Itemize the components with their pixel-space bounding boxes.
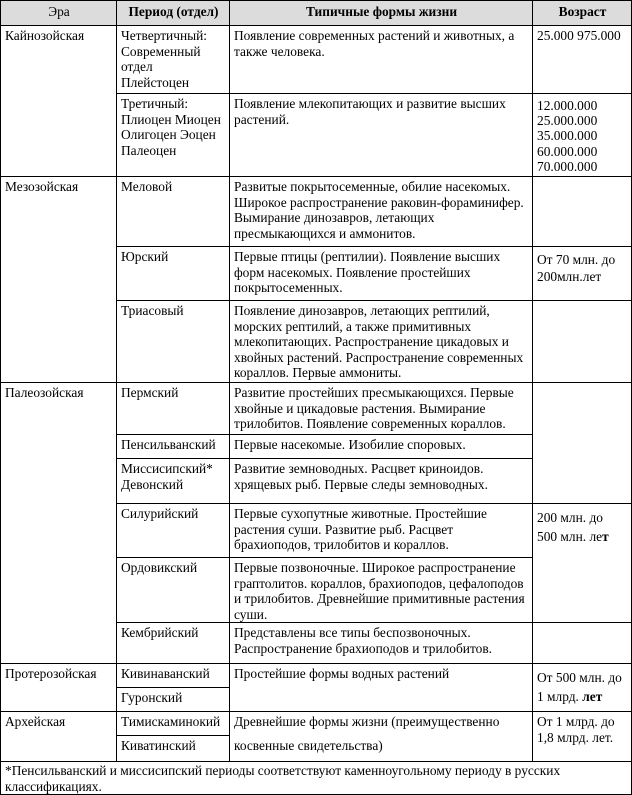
- age-permian-blank: [532, 382, 632, 504]
- period-pennsylvanian: Пенсильванский: [116, 434, 230, 459]
- forms-tertiary: Появление млекопитающих и развитие высших растений.: [229, 93, 533, 177]
- period-mississippian-devonian: Миссисипский* Девонский: [116, 458, 230, 504]
- header-era: Эра: [0, 0, 117, 26]
- age-proterozoic-bold: лет: [582, 689, 603, 704]
- footnote: *Пенсильванский и миссисипский периоды соответствуют каменноугольному периоду в русских классификациях.: [0, 761, 632, 795]
- period-jurassic: Юрский: [116, 246, 230, 301]
- age-silurian-line-2: [537, 527, 628, 546]
- age-jurassic: От 70 млн. до 200млн.лет: [532, 246, 632, 301]
- forms-quaternary: Появление современных растений и животных, а также человека.: [229, 25, 533, 94]
- era-cenozoic: Кайнозойская: [0, 25, 117, 177]
- header-age: Возраст: [532, 0, 632, 26]
- period-tertiary: Третичный: Плиоцен Миоцен Олигоцен Эоцен Палеоцен: [116, 93, 230, 177]
- header-period: Период (отдел): [116, 0, 230, 26]
- period-kivinavan: Кивинаванский: [116, 663, 230, 688]
- forms-archean-line-1: Древнейшие формы жизни (преимущественно: [234, 714, 500, 729]
- period-timiskaming: Тимискаминокий: [116, 711, 230, 736]
- era-archean: Архейская: [0, 711, 117, 762]
- forms-mississippian-devonian: Развитие земноводных. Расцвет криноидов. хрящевых рыб. Первые следы земноводных.: [229, 458, 533, 504]
- forms-archean-line-2: косвенные свидетельства): [234, 738, 383, 753]
- age-quaternary: 25.000 975.000: [532, 25, 632, 94]
- age-proterozoic: [532, 663, 632, 712]
- forms-cretaceous: Развитые покрытосеменные, обилие насекомых. Широкое распространение раковин-фораминифер. Вымирание динозавров, летающих пресмыкающихся и аммонитов.: [229, 176, 533, 247]
- period-huronian: Гуронский: [116, 687, 230, 712]
- forms-proterozoic: Простейшие формы водных растений: [229, 663, 533, 712]
- era-mesozoic: Мезозойская: [0, 176, 117, 383]
- header-forms: Типичные формы жизни: [229, 0, 533, 26]
- period-triassic: Триасовый: [116, 300, 230, 383]
- era-proterozoic: Протерозойская: [0, 663, 117, 712]
- age-proterozoic-line-2: [537, 687, 628, 706]
- forms-cambrian: Представлены все типы беспозвоночных. Распространение брахиоподов и трилобитов.: [229, 622, 533, 664]
- era-paleozoic: Палеозойская: [0, 382, 117, 664]
- age-cambrian-blank: [532, 622, 632, 664]
- forms-permian: Развитие простейших пресмыкающихся. Первые хвойные и цикадовые растения. Вымирание трилобитов. Появление современных кораллов.: [229, 382, 533, 435]
- age-silurian-line-1: 200 млн. до: [537, 510, 603, 525]
- period-cambrian: Кембрийский: [116, 622, 230, 664]
- forms-pennsylvanian: Первые насекомые. Изобилие споровых.: [229, 434, 533, 459]
- age-silurian-bold: т: [602, 529, 609, 544]
- age-triassic-blank: [532, 300, 632, 383]
- age-archean: От 1 млрд. до 1,8 млрд. лет.: [532, 711, 632, 762]
- period-silurian: Силурийский: [116, 503, 230, 558]
- forms-jurassic: Первые птицы (рептилии). Появление высших форм насекомых. Появление простейших покрытосеменных.: [229, 246, 533, 301]
- period-keewatin: Киватинский: [116, 735, 230, 762]
- period-cretaceous: Меловой: [116, 176, 230, 247]
- age-mesozoic-blank: [532, 176, 632, 247]
- period-ordovician: Ордовикский: [116, 557, 230, 623]
- forms-triassic: Появление динозавров, летающих рептилий, морских рептилий, а также примитивных млекопитающих. Распространение цикадовых и хвойных растений. Распространение современных кораллов. Первые аммониты.: [229, 300, 533, 383]
- forms-silurian: Первые сухопутные животные. Простейшие растения суши. Развитие рыб. Расцвет брахиоподов, трилобитов и кораллов.: [229, 503, 533, 558]
- age-silurian: [532, 503, 632, 623]
- period-quaternary: Четвертичный: Современный отдел Плейстоцен: [116, 25, 230, 94]
- forms-ordovician: Первые позвоночные. Широкое распространение граптолитов. кораллов, брахиоподов, цефалоподов и трилобитов. Древнейшие примитивные растения суши.: [229, 557, 533, 623]
- forms-archean: [229, 711, 533, 762]
- age-silurian-text: 500 млн. ле: [537, 529, 603, 544]
- age-tertiary: 12.000.000 25.000.000 35.000.000 60.000.000 70.000.000: [532, 93, 632, 177]
- period-permian: Пермский: [116, 382, 230, 435]
- age-proterozoic-line-1: От 500 млн. до: [537, 670, 622, 685]
- age-proterozoic-text: 1 млрд.: [537, 689, 583, 704]
